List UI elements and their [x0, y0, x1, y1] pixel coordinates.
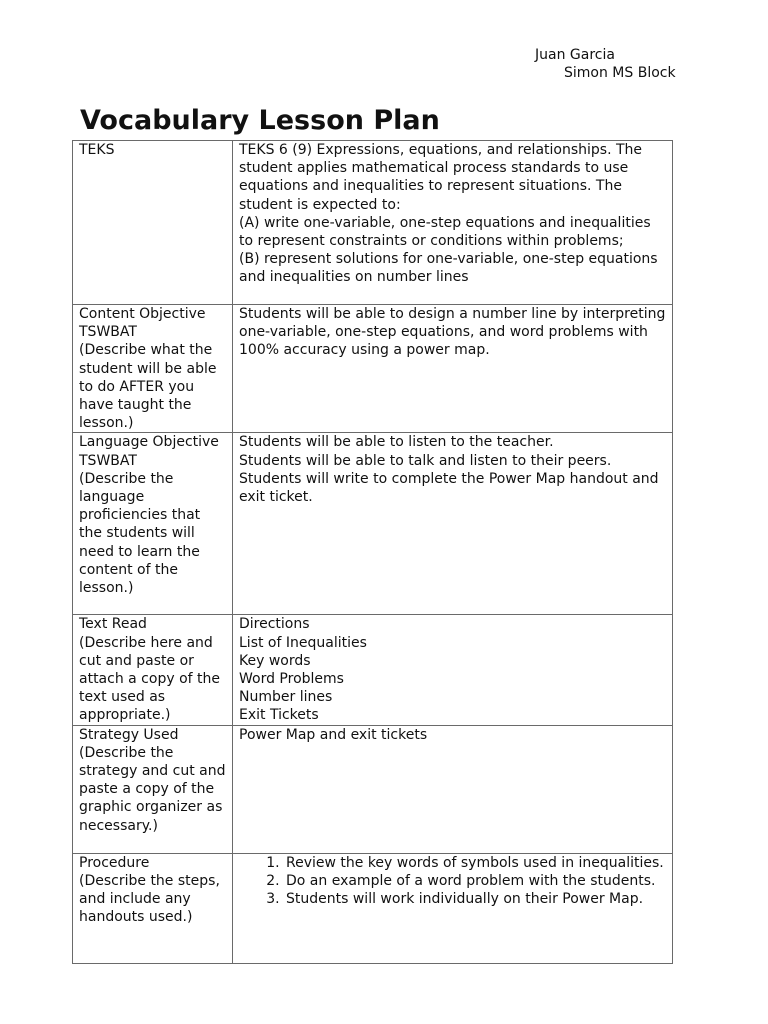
label-line: TSWBAT: [79, 324, 137, 341]
label-line: Content Objective: [79, 306, 206, 322]
label-line: (Describe the steps, and include any handouts used.): [79, 872, 220, 926]
author-name: Juan Garcia: [535, 47, 615, 63]
label-line: (Describe the language proficiencies that the students will need to learn the content of the lesson.): [79, 470, 201, 597]
row-label: [73, 615, 233, 725]
row-content: [233, 305, 673, 433]
row-content: [233, 853, 673, 963]
lesson-plan-table: [72, 140, 673, 964]
row-label: [73, 141, 233, 305]
content-line: Students will be able to design a number line by interpreting one-variable, one-step equations, and word problems with 100% accuracy using a power map.: [239, 306, 666, 359]
table-row-language-objective: [73, 433, 673, 615]
table-row-procedure: [73, 853, 673, 963]
content-line: Students will be able to talk and listen to their peers.: [239, 452, 612, 469]
label-line: TSWBAT: [79, 452, 137, 469]
content-line: Students will be able to listen to the teacher.: [239, 434, 554, 451]
row-label: [73, 853, 233, 963]
label-line: TEKS: [79, 142, 115, 158]
table-row-teks: [73, 141, 673, 305]
content-line: Power Map and exit tickets: [239, 726, 428, 743]
content-line: Exit Tickets: [239, 707, 319, 724]
content-line: Key words: [239, 652, 311, 669]
page-title: Vocabulary Lesson Plan: [80, 105, 440, 136]
label-line: (Describe here and cut and paste or attach a copy of the text used as appropriate.): [79, 634, 220, 724]
list-item: 2. Do an example of a word problem with the students.: [284, 872, 666, 890]
content-line: Directions: [239, 616, 310, 633]
content-line: Word Problems: [239, 671, 344, 688]
label-line: Language Objective: [79, 434, 219, 451]
label-line: Procedure: [79, 854, 150, 871]
list-item: 1. Review the key words of symbols used in inequalities.: [284, 854, 666, 872]
content-line: (B) represent solutions for one-variable, one-step equations and inequalities on number lines: [239, 251, 658, 286]
row-content: [233, 615, 673, 725]
content-line: Number lines: [239, 689, 333, 706]
row-label: [73, 305, 233, 433]
list-item: 3. Students will work individually on their Power Map.: [284, 890, 666, 908]
content-line: Students will write to complete the Power Map handout and exit ticket.: [239, 470, 659, 506]
table-row-content-objective: [73, 305, 673, 433]
content-line: (A) write one-variable, one-step equations and inequalities to represent constraints or conditions within problems;: [239, 214, 651, 250]
label-line: Strategy Used: [79, 726, 179, 743]
content-line: TEKS 6 (9) Expressions, equations, and relationships. The student applies mathematical process standards to use equations and inequalities to represent situations. The student is expected to:: [239, 142, 643, 213]
label-line: Text Read: [79, 616, 147, 633]
row-label: [73, 433, 233, 615]
row-content: [233, 141, 673, 305]
row-content: [233, 725, 673, 853]
row-label: [73, 725, 233, 853]
table-row-text-read: [73, 615, 673, 725]
content-line: List of Inequalities: [239, 634, 367, 651]
school-block: Simon MS Block: [564, 65, 676, 81]
procedure-steps-list: [239, 854, 666, 909]
author-block: [535, 46, 676, 82]
table-row-strategy-used: [73, 725, 673, 853]
row-content: [233, 433, 673, 615]
label-line: (Describe what the student will be able to do AFTER you have taught the lesson.): [79, 342, 217, 432]
label-line: (Describe the strategy and cut and paste a copy of the graphic organizer as necessary.): [79, 744, 226, 834]
